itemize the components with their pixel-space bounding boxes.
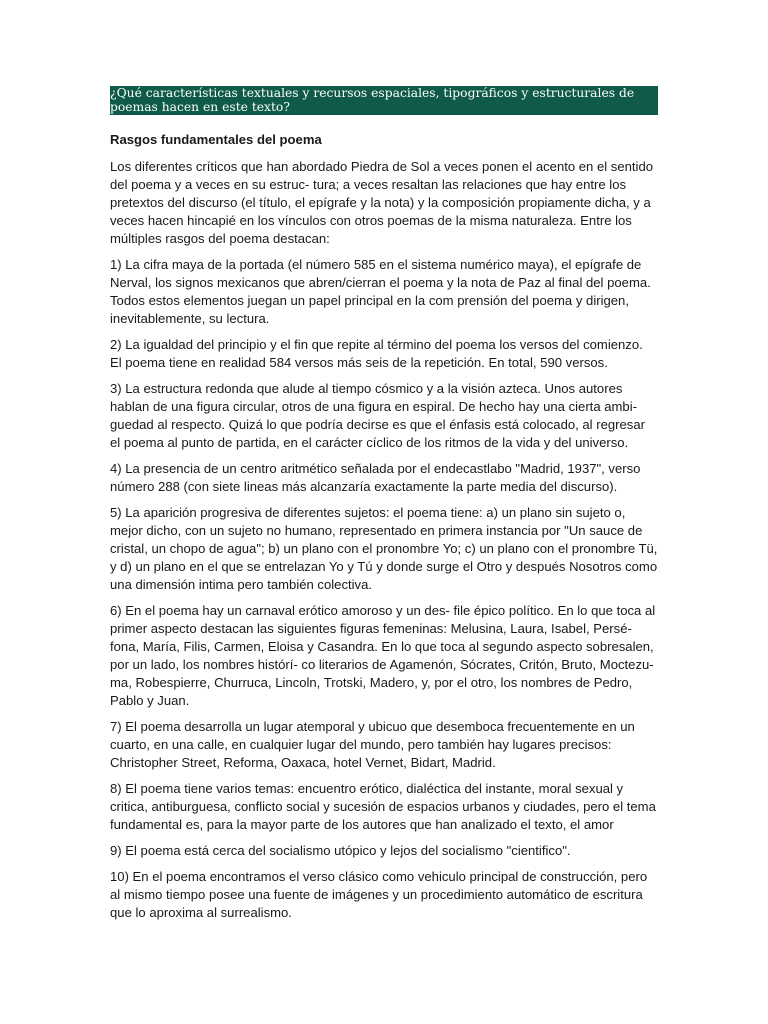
point-4-paragraph: 4) La presencia de un centro aritmético señalada por el endecastlabo "Madrid, 1937", verso número 288 (con siete lineas más alcanzaría exactamente la parte media del discurso). <box>110 461 641 494</box>
point-5-paragraph: 5) La aparición progresiva de diferentes sujetos: el poema tiene: a) un plano sin sujeto o, mejor dicho, con un sujeto no humano, representado en primera instancia por "Un sauce de cristal, un chopo de agua"; b) un plano con el pronombre Yo; c) un plano con el pronombre Tü, y d) un plano en el que se entrelazan Yo y Tú y donde surge el Otro y después Nosotros como una dimensión intima pero también colectiva. <box>110 505 658 592</box>
point-10-paragraph: 10) En el poema encontramos el verso clásico como vehiculo principal de construcción, pero al mismo tiempo posee una fuente de imágenes y un procedimiento automático de escritura que lo aproxima al surrealismo. <box>110 869 648 920</box>
point-2-paragraph: 2) La igualdad del principio y el fin que repite al término del poema los versos del comienzo. El poema tiene en realidad 584 versos más seis de la repetición. En total, 590 versos. <box>110 337 643 370</box>
point-7-paragraph: 7) El poema desarrolla un lugar atemporal y ubicuo que desemboca frecuentemente en un cuarto, en una calle, en cualquier lugar del mundo, pero también hay lugares precisos: Christopher Street, Reforma, Oaxaca, hotel Vernet, Bidart, Madrid. <box>110 719 635 770</box>
intro-paragraph: Los diferentes críticos que han abordado Piedra de Sol a veces ponen el acento en el sentido del poema y a veces en su estruc- tura; a veces resaltan las relaciones que hay entre los pretextos del discurso (el título, el epígrafe y la nota) y la composición propiamente dicha, y a veces hacen hincapié en los vínculos con otros poemas de la misma naturaleza. Entre los múltiples rasgos del poema destacan: <box>110 159 654 246</box>
point-6-paragraph: 6) En el poema hay un carnaval erótico amoroso y un des- file épico político. En lo que toca al primer aspecto destacan las siguientes figuras femeninas: Melusina, Laura, Isabel, Persé- fona, María, Filis, Carmen, Eloisa y Casandra. En lo que toca al segundo aspecto sobresalen, por un lado, los nombres histórí- co literarios de Agamenón, Sócrates, Critón, Bruto, Moctezu- ma, Robespierre, Churruca, Lincoln, Trotski, Madero, y, por el otro, los nombres de Pedro, Pablo y Juan. <box>110 603 656 708</box>
point-9-paragraph: 9) El poema está cerca del socialismo utópico y lejos del socialismo "cientifico". <box>110 843 571 858</box>
point-3-paragraph: 3) La estructura redonda que alude al tiempo cósmico y a la visión azteca. Unos autores hablan de una figura circular, otros de una figura en espiral. De hecho hay una cierta ambi- guedad al respecto. Quizá lo que podría decirse es que el énfasis está colocado, al regresar el poema al punto de partida, en el carácter cíclico de los ritmos de la vida y del universo. <box>110 381 645 450</box>
point-1-paragraph: 1) La cifra maya de la portada (el número 585 en el sistema numérico maya), el epígrafe de Nerval, los signos mexicanos que abren/cierran el poema y la nota de Paz al final del poema. Todos estos elementos juegan un papel principal en la com prensión del poema y dirigen, inevitablemente, su lectura. <box>110 257 651 326</box>
point-8-paragraph: 8) El poema tiene varios temas: encuentro erótico, dialéctica del instante, moral sexual y critica, antiburguesa, conflicto social y sucesión de espacios urbanos y ciudades, pero el tema fundamental es, para la mayor parte de los autores que han analizado el texto, el amor <box>110 781 656 832</box>
question-banner: ¿Qué características textuales y recursos espaciales, tipográficos y estructurales de poemas hacen en este texto? <box>110 86 658 115</box>
section-heading: Rasgos fundamentales del poema <box>110 132 322 147</box>
document-body <box>110 131 658 930</box>
